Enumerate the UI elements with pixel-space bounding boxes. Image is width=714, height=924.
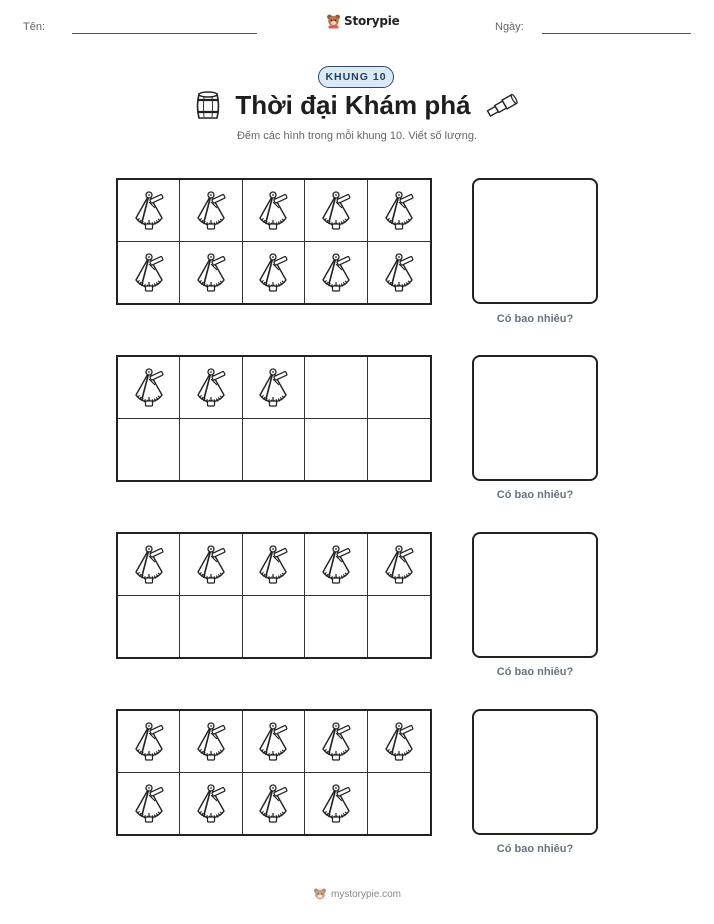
ten-frame-cell: [243, 534, 305, 596]
answer-prompt-1: Có bao nhiêu?: [496, 313, 574, 325]
sextant-icon: [129, 251, 169, 293]
sextant-icon: [316, 782, 356, 824]
sextant-icon: [316, 251, 356, 293]
ten-frame-cell: [180, 596, 242, 658]
ten-frame-cell: [368, 357, 430, 419]
spyglass-icon: [485, 93, 519, 119]
ten-frame-cell: [118, 596, 180, 658]
barrel-icon: [195, 91, 221, 121]
ten-frame-cell: [180, 419, 242, 481]
sextant-icon: [129, 720, 169, 762]
worksheet-type-badge: KHUNG 10: [318, 66, 394, 88]
ten-frame-cell: [118, 242, 180, 304]
ten-frame-cell: [243, 180, 305, 242]
ten-frame-cell: [180, 242, 242, 304]
ten-frame-cell: [243, 242, 305, 304]
ten-frame-cell: [305, 711, 367, 773]
sextant-icon: [253, 251, 293, 293]
ten-frame-cell: [243, 357, 305, 419]
answer-box-1[interactable]: [472, 178, 598, 304]
sextant-icon: [129, 189, 169, 231]
answer-box-4[interactable]: [472, 709, 598, 835]
ten-frame-cell: [243, 596, 305, 658]
ten-frame-cell: [118, 419, 180, 481]
sextant-icon: [253, 543, 293, 585]
ten-frame-cell: [368, 419, 430, 481]
name-line[interactable]: [72, 33, 257, 34]
answer-prompt-3: Có bao nhiêu?: [496, 666, 574, 678]
ten-frame-3: [116, 532, 432, 659]
sextant-icon: [129, 366, 169, 408]
ten-frame-cell: [305, 419, 367, 481]
ten-frame-cell: [118, 711, 180, 773]
ten-frame-cell: [180, 357, 242, 419]
bear-mascot-icon: [313, 887, 327, 902]
ten-frame-cell: [243, 773, 305, 835]
ten-frame-cell: [243, 419, 305, 481]
instructions: Đếm các hình trong mỗi khung 10. Viết số lượng.: [236, 130, 477, 142]
sextant-icon: [316, 189, 356, 231]
page-title: Thời đại Khám phá: [235, 90, 471, 120]
sextant-icon: [191, 543, 231, 585]
answer-prompt-4: Có bao nhiêu?: [496, 843, 574, 855]
sextant-icon: [316, 720, 356, 762]
ten-frame-cell: [368, 773, 430, 835]
sextant-icon: [379, 251, 419, 293]
ten-frame-cell: [368, 711, 430, 773]
ten-frame-cell: [118, 773, 180, 835]
ten-frame-cell: [180, 534, 242, 596]
logo-text: Storypie: [344, 14, 400, 28]
sextant-icon: [191, 251, 231, 293]
answer-box-2[interactable]: [472, 355, 598, 481]
sextant-icon: [191, 720, 231, 762]
sextant-icon: [191, 366, 231, 408]
bear-mascot-icon: [326, 13, 341, 29]
ten-frame-cell: [305, 357, 367, 419]
ten-frame-cell: [305, 242, 367, 304]
ten-frame-cell: [180, 773, 242, 835]
name-label: Tên:: [23, 21, 46, 33]
sextant-icon: [379, 720, 419, 762]
sextant-icon: [129, 782, 169, 824]
footer: [0, 887, 714, 902]
sextant-icon: [129, 543, 169, 585]
sextant-icon: [253, 189, 293, 231]
ten-frame-cell: [180, 711, 242, 773]
ten-frame-cell: [305, 596, 367, 658]
ten-frame-cell: [305, 534, 367, 596]
ten-frame-cell: [118, 180, 180, 242]
sextant-icon: [253, 782, 293, 824]
ten-frame-cell: [243, 711, 305, 773]
ten-frame-cell: [180, 180, 242, 242]
date-line[interactable]: [542, 33, 691, 34]
ten-frame-cell: [118, 534, 180, 596]
date-label: Ngày:: [495, 21, 524, 33]
ten-frame-cell: [368, 596, 430, 658]
sextant-icon: [379, 189, 419, 231]
ten-frame-cell: [368, 534, 430, 596]
sextant-icon: [379, 543, 419, 585]
ten-frame-cell: [118, 357, 180, 419]
ten-frame-4: [116, 709, 432, 836]
ten-frame-1: [116, 178, 432, 305]
sextant-icon: [253, 720, 293, 762]
sextant-icon: [253, 366, 293, 408]
sextant-icon: [316, 543, 356, 585]
answer-prompt-2: Có bao nhiêu?: [496, 489, 574, 501]
ten-frame-cell: [368, 242, 430, 304]
storypie-logo: [326, 13, 400, 29]
ten-frame-cell: [305, 773, 367, 835]
answer-box-3[interactable]: [472, 532, 598, 658]
sextant-icon: [191, 782, 231, 824]
title-row: [0, 90, 714, 121]
ten-frame-cell: [305, 180, 367, 242]
ten-frame-2: [116, 355, 432, 482]
sextant-icon: [191, 189, 231, 231]
ten-frame-cell: [368, 180, 430, 242]
footer-url: mystorypie.com: [330, 889, 401, 900]
